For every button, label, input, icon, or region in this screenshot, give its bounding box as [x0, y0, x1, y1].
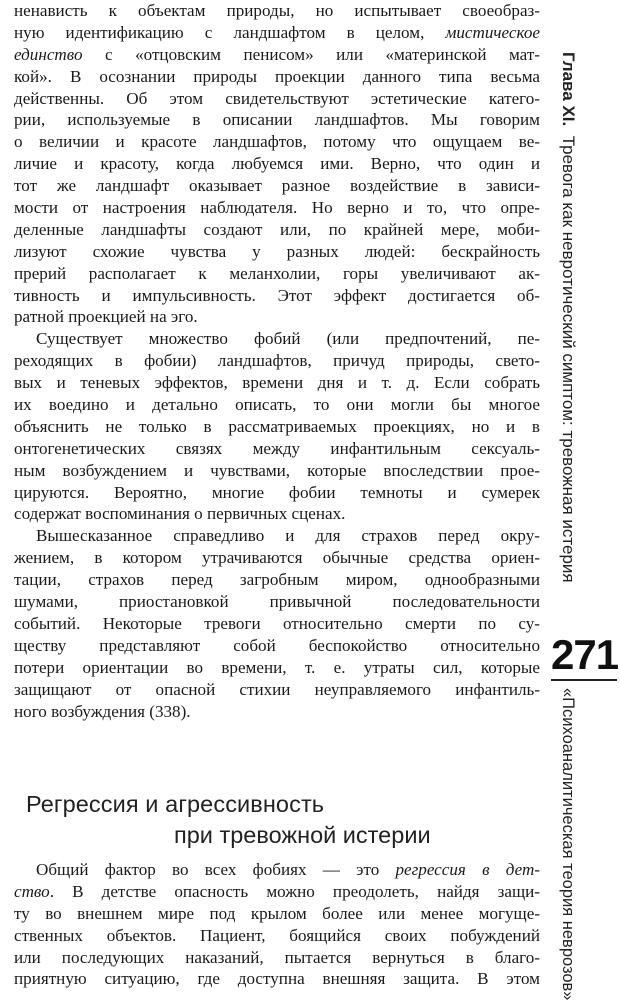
text-line: тот же ландшафт оказывает разное воздействие в зависи- [14, 176, 540, 196]
text-line: рии, используемые в описании ландшафтов. Мы говорим [14, 110, 540, 130]
text-line: приятную ситуацию, где доступна внешняя защита. В этом [14, 969, 540, 989]
text-line: защищают от опасной стихии неуправляемого инфантиль- [14, 679, 540, 699]
text-line: ществу представляют собой беспокойство относительно [14, 635, 540, 655]
chapter-label: Глава XI. [559, 52, 578, 127]
section-heading [14, 789, 540, 851]
text-line: деленные ландшафты создают или, по крайней мере, моби- [14, 219, 540, 239]
section-heading-line-2: при тревожной истерии [174, 822, 431, 848]
text-line [14, 44, 540, 66]
text-line: вых и теневых эффектов, времени дня и т. д. Если собрать [14, 373, 540, 393]
text-line: содержат воспоминания о первичных сценах. [14, 504, 346, 524]
text-line: потери ориентации во времени, т. е. утраты сил, которые [14, 657, 540, 677]
text-line: онтогенетических связях между инфантильным сексуаль- [14, 438, 540, 458]
chapter-title: Тревога как невротический симптом: тревожная истерия [559, 135, 578, 583]
running-head [548, 52, 590, 652]
text-line: тивность и импульсивность. Этот эффект достигается об- [14, 285, 540, 305]
text-fragment: с «отцовским пенисом» или «материнской мат- [82, 44, 540, 64]
text-line: жением, в котором утрачиваются обычные средства ориен- [14, 548, 540, 568]
text-line: событий. Некоторые тревоги относительно смерти по су- [14, 613, 540, 633]
text-line: цируются. Вероятно, многие фобии темноты и сумерек [14, 482, 540, 502]
text-line: Вышесказанное справедливо и для страхов перед окру- [36, 526, 540, 546]
text-line: ственных объектов. Пациент, боящийся своих побуждений [14, 925, 540, 945]
text-line: мости от настроения наблюдателя. Но верно и то, что опре- [14, 198, 540, 218]
paragraph-1 [14, 0, 540, 328]
book-title: «Психоаналитическая теория неврозов» [559, 688, 577, 1001]
emphasis-text: ство [14, 881, 50, 901]
section-heading-line-1: Регрессия и агрессивность [26, 791, 325, 817]
text-line: ратной проекцией на эго. [14, 307, 198, 327]
page-number-rule [551, 679, 617, 681]
emphasis-text: мистическое [445, 22, 540, 42]
page-number: 271 [551, 631, 619, 678]
body-text-top [14, 0, 540, 722]
text-line: ненависть к объектам природы, но испытывает своеобраз- [14, 1, 540, 20]
paragraph-3 [14, 525, 540, 722]
text-line: тации, страхов перед загробным миром, однообразными [14, 570, 540, 590]
text-line: объяснить не только в рассматриваемых проекциях, но и в [14, 416, 540, 436]
text-line: Общий фактор во всех фобиях — это регрессия в дет- [36, 860, 540, 879]
paragraph-2 [14, 328, 540, 525]
text-line: ту во внешнем мире под крылом более или менее могуще- [14, 903, 540, 923]
text-line: кой». В осознании природы проекции данного типа весьма [14, 66, 540, 86]
paragraph-4 [14, 859, 540, 990]
text-line: ную идентификацию с ландшафтом в целом, мистическое [14, 22, 540, 42]
text-line: лизуют схожие чувства у разных людей: бескрайность [14, 241, 540, 261]
text-line: или последующих наказаний, пытается вернуться в благо- [14, 947, 540, 967]
text-line: о величии и красоте ландшафтов, потому что ощущаем ве- [14, 132, 540, 152]
text-line: реходящих в фобии) ландшафтов, причуд природы, свето- [14, 351, 540, 371]
text-line: действенны. Об этом свидетельствуют эстетические катего- [14, 88, 540, 108]
emphasis-text: единство [14, 44, 83, 64]
text-line: ным возбуждением и чувствами, которые впоследствии прое- [14, 460, 540, 480]
book-title-running-foot [548, 688, 590, 1001]
text-line: ство. В детстве опасность можно преодолеть, найдя защи- [14, 881, 540, 901]
text-line: шумами, приостановкой привычной последовательности [14, 592, 540, 612]
text-line: прерий располагает к меланхолии, горы увеличивают ак- [14, 263, 540, 283]
text-line: личие и красоту, когда любуемся ими. Верно, что один и [14, 154, 540, 174]
text-line: ного возбуждения (338). [14, 701, 191, 721]
emphasis-text: регрессия в дет- [395, 860, 540, 879]
text-line: Существует множество фобий (или предпочтений, пе- [36, 329, 540, 349]
body-text-bottom [14, 859, 540, 990]
text-line: их воедино и детально описать, то они могли бы многое [14, 395, 540, 415]
